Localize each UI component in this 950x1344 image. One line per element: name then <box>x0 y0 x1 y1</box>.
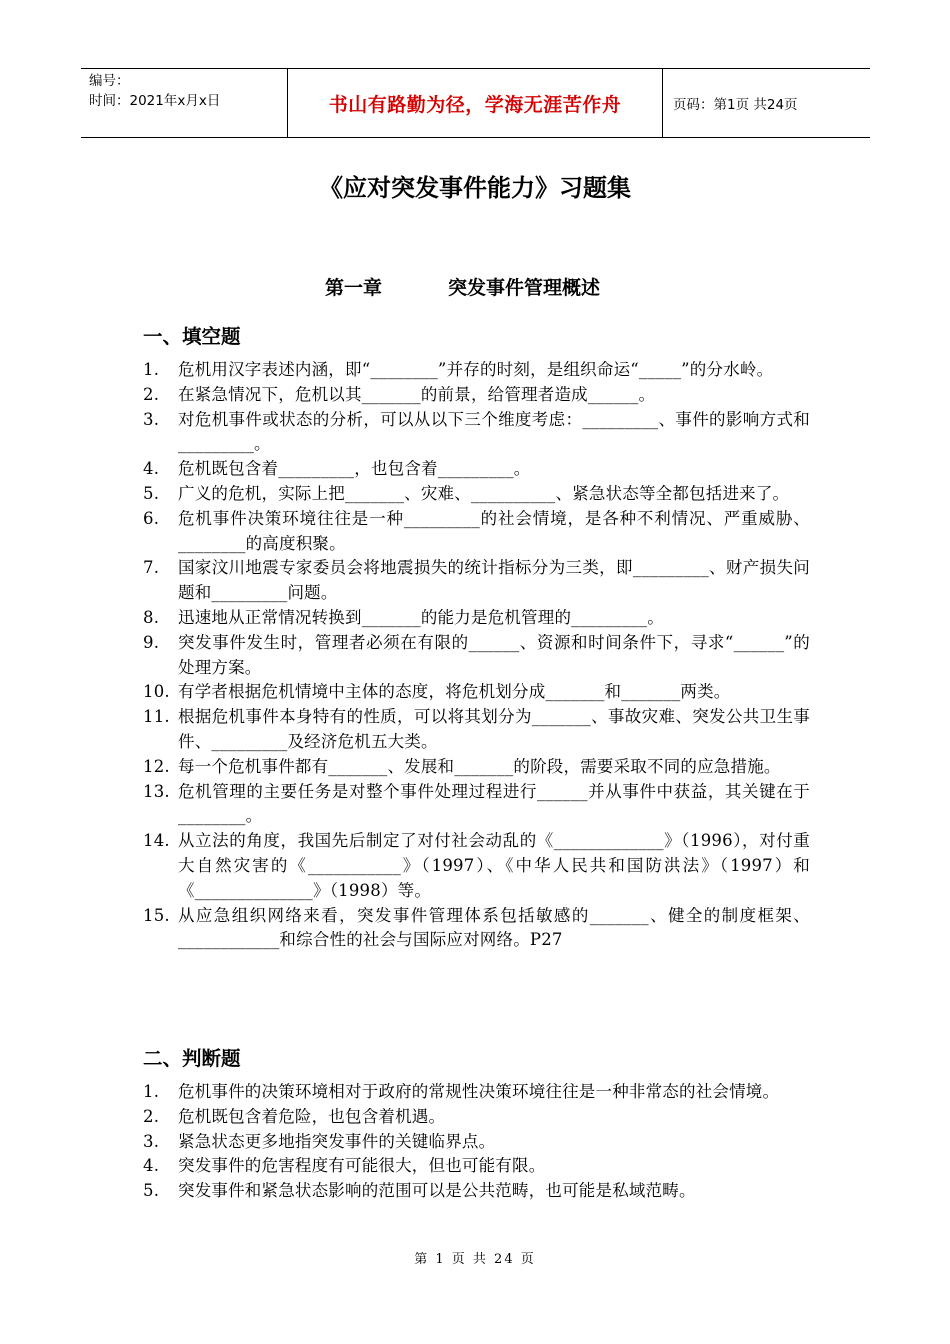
true-false-list <box>143 1080 810 1204</box>
item-text: 在紧急情况下，危机以其_______的前景，给管理者造成______。 <box>178 384 656 404</box>
item-text: 突发事件的危害程度有可能很大，但也可能有限。 <box>178 1156 546 1176</box>
list-item <box>143 904 810 954</box>
item-text: 紧急状态更多地指突发事件的关键临界点。 <box>178 1131 496 1151</box>
list-item <box>143 1130 810 1155</box>
item-text: 危机管理的主要任务是对整个事件处理过程进行______并从事件中获益，其关键在于________。 <box>178 781 810 826</box>
item-number: 11. <box>143 707 170 727</box>
list-item <box>143 457 810 482</box>
list-item <box>143 680 810 705</box>
item-text: 有学者根据危机情境中主体的态度，将危机划分成_______和_______两类。 <box>178 682 731 702</box>
chapter-number: 第一章 <box>325 277 383 299</box>
list-item <box>143 780 810 830</box>
code-label: 编号： <box>89 73 130 89</box>
date-label: 时间：2021年x月x日 <box>89 93 221 109</box>
item-number: 5. <box>143 483 160 503</box>
item-number: 4. <box>143 1156 160 1176</box>
item-text: 突发事件发生时，管理者必须在有限的______、资源和时间条件下，寻求“______”的处理方案。 <box>178 632 810 677</box>
header-meta <box>81 69 287 137</box>
item-text: 国家汶川地震专家委员会将地震损失的统计指标分为三类，即_________、财产损失问题和_________问题。 <box>178 558 810 603</box>
list-item <box>143 383 810 408</box>
item-number: 1. <box>143 360 160 379</box>
item-text: 危机用汉字表述内涵，即“________”并存的时刻，是组织命运“_____”的分水岭。 <box>178 360 774 379</box>
list-item <box>143 482 810 507</box>
list-item <box>143 829 810 903</box>
list-item <box>143 705 810 755</box>
item-text: 每一个危机事件都有_______、发展和_______的阶段，需要采取不同的应急措施。 <box>178 756 781 776</box>
item-text: 危机事件决策环境往往是一种_________的社会情境，是各种不利情况、严重威胁、________的高度积聚。 <box>178 508 810 553</box>
list-item <box>143 556 810 606</box>
page-info: 页码：第1页 共24页 <box>673 97 798 113</box>
item-number: 3. <box>143 1131 160 1151</box>
item-text: 危机既包含着危险，也包含着机遇。 <box>178 1106 446 1126</box>
item-number: 2. <box>143 384 160 404</box>
item-number: 3. <box>143 409 160 429</box>
section-heading-true-false: 二、判断题 <box>143 1047 241 1070</box>
item-number: 5. <box>143 1181 160 1201</box>
list-item <box>143 755 810 780</box>
item-text: 从应急组织网络来看，突发事件管理体系包括敏感的_______、健全的制度框架、____________和综合性的社会与国际应对网络。P27 <box>178 905 810 950</box>
list-item <box>143 1179 810 1204</box>
list-item <box>143 408 810 458</box>
item-number: 2. <box>143 1106 160 1126</box>
item-text: 根据危机事件本身特有的性质，可以将其划分为_______、事故灾难、突发公共卫生事件、_________及经济危机五大类。 <box>178 707 810 751</box>
item-text: 广义的危机，实际上把_______、灾难、__________、紧急状态等全都包括进来了。 <box>178 483 790 503</box>
item-number: 10. <box>143 682 170 702</box>
fill-blank-list <box>143 358 810 953</box>
item-text: 危机事件的决策环境相对于政府的常规性决策环境往往是一种非常态的社会情境。 <box>178 1082 780 1101</box>
list-item <box>143 1080 810 1105</box>
item-text: 危机既包含着_________，也包含着_________。 <box>178 459 531 479</box>
item-number: 8. <box>143 607 160 627</box>
item-number: 9. <box>143 632 160 652</box>
item-text: 突发事件和紧急状态影响的范围可以是公共范畴，也可能是私域范畴。 <box>178 1181 696 1201</box>
item-number: 13. <box>143 781 170 801</box>
list-item <box>143 1154 810 1179</box>
motto: 书山有路勤为径，学海无涯苦作舟 <box>287 69 663 137</box>
list-item <box>143 358 810 383</box>
list-item <box>143 507 810 557</box>
item-number: 14. <box>143 831 170 851</box>
document-title: 《应对突发事件能力》习题集 <box>319 174 631 202</box>
item-number: 12. <box>143 756 170 776</box>
item-number: 15. <box>143 905 170 925</box>
item-text: 对危机事件或状态的分析，可以从以下三个维度考虑：_________、事件的影响方式和_________。 <box>178 409 810 454</box>
item-number: 4. <box>143 459 160 479</box>
document-header <box>81 68 870 138</box>
item-number: 6. <box>143 508 160 528</box>
item-number: 7. <box>143 558 160 578</box>
list-item <box>143 606 810 631</box>
list-item <box>143 1105 810 1130</box>
list-item <box>143 631 810 681</box>
item-text: 从立法的角度，我国先后制定了对付社会动乱的《_____________》（1996），对付重大自然灾害的《___________》（1997）、《中华人民共和国防洪法》（1997）和《______________》（1998）等。 <box>178 831 810 900</box>
page-footer: 第 1 页 共 24 页 <box>414 1252 536 1267</box>
section-heading-fill-blank: 一、填空题 <box>143 325 241 348</box>
chapter-title: 突发事件管理概述 <box>448 277 601 299</box>
item-number: 1. <box>143 1082 160 1101</box>
item-text: 迅速地从正常情况转换到_______的能力是危机管理的_________。 <box>178 607 664 627</box>
